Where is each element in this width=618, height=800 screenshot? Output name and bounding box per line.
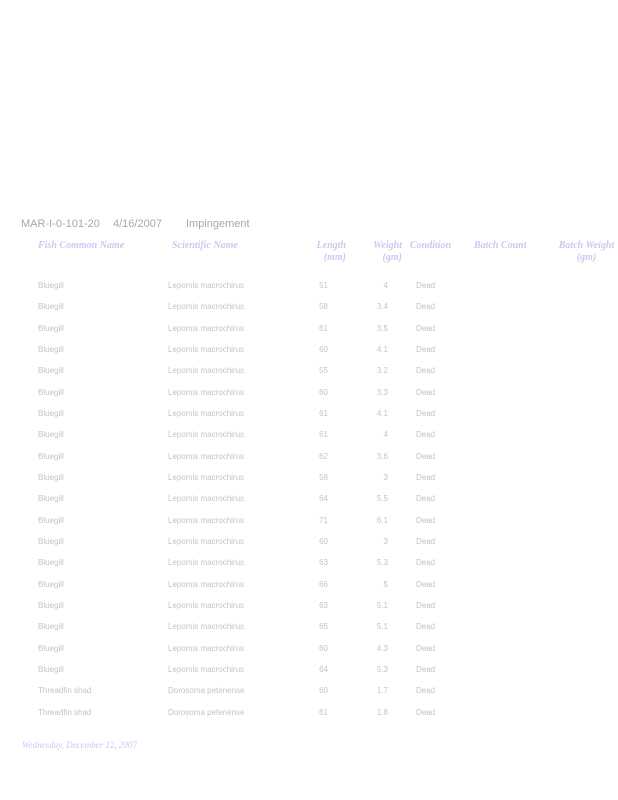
table-row (0, 450, 618, 471)
cell-condition: Dead (416, 664, 436, 674)
table-row (0, 343, 618, 364)
cell-condition: Dead (416, 472, 436, 482)
cell-weight: 3.4 (376, 302, 388, 312)
table-body (0, 279, 618, 727)
col-weight-label: Weight (373, 240, 402, 251)
footer-date: Wednesday, December 12, 2007 (22, 740, 137, 750)
cell-common-name: Bluegill (38, 622, 64, 632)
sample-date: 4/16/2007 (113, 218, 162, 230)
cell-common-name: Bluegill (38, 558, 64, 568)
col-common-name: Fish Common Name (38, 240, 125, 251)
cell-weight: 3.5 (376, 323, 388, 333)
cell-condition: Dead (416, 302, 436, 312)
table-row (0, 706, 618, 727)
table-row (0, 322, 618, 343)
table-row (0, 279, 618, 300)
col-batch-count: Batch Count (474, 240, 527, 251)
cell-common-name: Bluegill (38, 430, 64, 440)
cell-weight: 4.1 (376, 344, 388, 354)
table-row (0, 514, 618, 535)
sample-id: MAR-I-0-101-20 (21, 218, 100, 230)
cell-condition: Dead (416, 536, 436, 546)
cell-length: 58 (319, 302, 328, 312)
cell-common-name: Bluegill (38, 472, 64, 482)
cell-scientific-name: Lepomis macrochirus (168, 323, 245, 333)
cell-condition: Dead (416, 707, 436, 717)
cell-scientific-name: Lepomis macrochirus (168, 387, 245, 397)
cell-scientific-name: Lepomis macrochirus (168, 408, 245, 418)
cell-scientific-name: Lepomis macrochirus (168, 366, 245, 376)
sample-header (0, 218, 618, 232)
cell-length: 61 (319, 430, 328, 440)
table-row (0, 407, 618, 428)
table-row (0, 556, 618, 577)
cell-common-name: Bluegill (38, 579, 64, 589)
table-header (0, 240, 618, 270)
table-row (0, 578, 618, 599)
cell-length: 63 (319, 558, 328, 568)
cell-weight: 1.7 (376, 686, 388, 696)
cell-common-name: Bluegill (38, 600, 64, 610)
cell-weight: 4.1 (376, 408, 388, 418)
cell-length: 64 (319, 494, 328, 504)
cell-common-name: Bluegill (38, 387, 64, 397)
col-length-label: Length (316, 240, 346, 251)
col-weight (358, 240, 402, 264)
cell-length: 64 (319, 664, 328, 674)
cell-length: 65 (319, 622, 328, 632)
cell-condition: Dead (416, 430, 436, 440)
cell-scientific-name: Lepomis macrochirus (168, 643, 245, 653)
cell-weight: 6.1 (376, 515, 388, 525)
cell-length: 55 (319, 366, 328, 376)
cell-length: 60 (319, 344, 328, 354)
cell-condition: Dead (416, 323, 436, 333)
cell-scientific-name: Lepomis macrochirus (168, 622, 245, 632)
table-row (0, 663, 618, 684)
cell-length: 60 (319, 686, 328, 696)
cell-common-name: Bluegill (38, 366, 64, 376)
cell-scientific-name: Lepomis macrochirus (168, 515, 245, 525)
table-row (0, 599, 618, 620)
cell-length: 62 (319, 451, 328, 461)
cell-common-name: Threadfin shad (38, 686, 92, 696)
table-row (0, 386, 618, 407)
cell-common-name: Threadfin shad (38, 707, 92, 717)
cell-scientific-name: Lepomis macrochirus (168, 281, 245, 290)
cell-condition: Dead (416, 558, 436, 568)
table-row (0, 428, 618, 449)
cell-common-name: Bluegill (38, 515, 64, 525)
table-row (0, 620, 618, 641)
cell-weight: 5.5 (376, 494, 388, 504)
cell-common-name: Bluegill (38, 494, 64, 504)
cell-length: 61 (319, 408, 328, 418)
cell-condition: Dead (416, 686, 436, 696)
cell-scientific-name: Dorosoma petenense (168, 686, 245, 696)
cell-common-name: Bluegill (38, 536, 64, 546)
cell-weight: 1.8 (376, 707, 388, 717)
cell-scientific-name: Lepomis macrochirus (168, 344, 245, 354)
cell-length: 58 (319, 472, 328, 482)
table-row (0, 492, 618, 513)
table-row (0, 535, 618, 556)
cell-condition: Dead (416, 387, 436, 397)
cell-weight: 5.3 (376, 664, 388, 674)
col-scientific-name: Scientific Name (172, 240, 238, 251)
cell-weight: 5.1 (376, 600, 388, 610)
cell-length: 71 (319, 515, 328, 525)
col-batch-weight (555, 240, 618, 264)
cell-condition: Dead (416, 622, 436, 632)
cell-condition: Dead (416, 579, 436, 589)
cell-condition: Dead (416, 600, 436, 610)
table-row (0, 300, 618, 321)
cell-weight: 4 (383, 430, 388, 440)
cell-scientific-name: Lepomis macrochirus (168, 664, 245, 674)
cell-condition: Dead (416, 366, 436, 376)
cell-weight: 3.6 (376, 451, 388, 461)
cell-length: 60 (319, 643, 328, 653)
cell-common-name: Bluegill (38, 664, 64, 674)
col-batch-weight-unit: (gm) (576, 252, 597, 263)
table-row (0, 684, 618, 705)
table-row (0, 642, 618, 663)
cell-weight: 4.3 (376, 643, 388, 653)
cell-weight: 4 (383, 281, 388, 290)
cell-scientific-name: Lepomis macrochirus (168, 494, 245, 504)
cell-weight: 3.2 (376, 366, 388, 376)
cell-scientific-name: Lepomis macrochirus (168, 600, 245, 610)
table-row (0, 364, 618, 385)
cell-scientific-name: Lepomis macrochirus (168, 472, 245, 482)
cell-length: 51 (319, 281, 328, 290)
cell-common-name: Bluegill (38, 323, 64, 333)
cell-scientific-name: Lepomis macrochirus (168, 451, 245, 461)
cell-weight: 3 (383, 472, 388, 482)
cell-scientific-name: Lepomis macrochirus (168, 302, 245, 312)
cell-condition: Dead (416, 344, 436, 354)
cell-condition: Dead (416, 515, 436, 525)
cell-scientific-name: Lepomis macrochirus (168, 536, 245, 546)
cell-weight: 5.3 (376, 558, 388, 568)
cell-common-name: Bluegill (38, 344, 64, 354)
col-weight-unit: (gm) (382, 252, 402, 263)
cell-common-name: Bluegill (38, 281, 64, 290)
cell-common-name: Bluegill (38, 451, 64, 461)
cell-condition: Dead (416, 408, 436, 418)
cell-scientific-name: Lepomis macrochirus (168, 430, 245, 440)
cell-weight: 5 (383, 579, 388, 589)
col-batch-weight-label: Batch Weight (558, 240, 615, 251)
cell-length: 60 (319, 387, 328, 397)
cell-scientific-name: Lepomis macrochirus (168, 579, 245, 589)
cell-common-name: Bluegill (38, 643, 64, 653)
cell-weight: 5.1 (376, 622, 388, 632)
cell-scientific-name: Lepomis macrochirus (168, 558, 245, 568)
cell-scientific-name: Dorosoma petenense (168, 707, 245, 717)
cell-weight: 3.3 (376, 387, 388, 397)
table-row (0, 471, 618, 492)
cell-condition: Dead (416, 643, 436, 653)
cell-condition: Dead (416, 494, 436, 504)
cell-length: 66 (319, 579, 328, 589)
cell-length: 61 (319, 707, 328, 717)
cell-condition: Dead (416, 451, 436, 461)
cell-condition: Dead (416, 281, 436, 290)
cell-common-name: Bluegill (38, 408, 64, 418)
sample-type: Impingement (186, 218, 250, 230)
cell-common-name: Bluegill (38, 302, 64, 312)
col-length (300, 240, 346, 264)
cell-length: 63 (319, 600, 328, 610)
cell-length: 60 (319, 536, 328, 546)
cell-length: 61 (319, 323, 328, 333)
cell-weight: 3 (383, 536, 388, 546)
col-condition: Condition (410, 240, 452, 251)
col-length-unit: (mm) (323, 252, 346, 263)
